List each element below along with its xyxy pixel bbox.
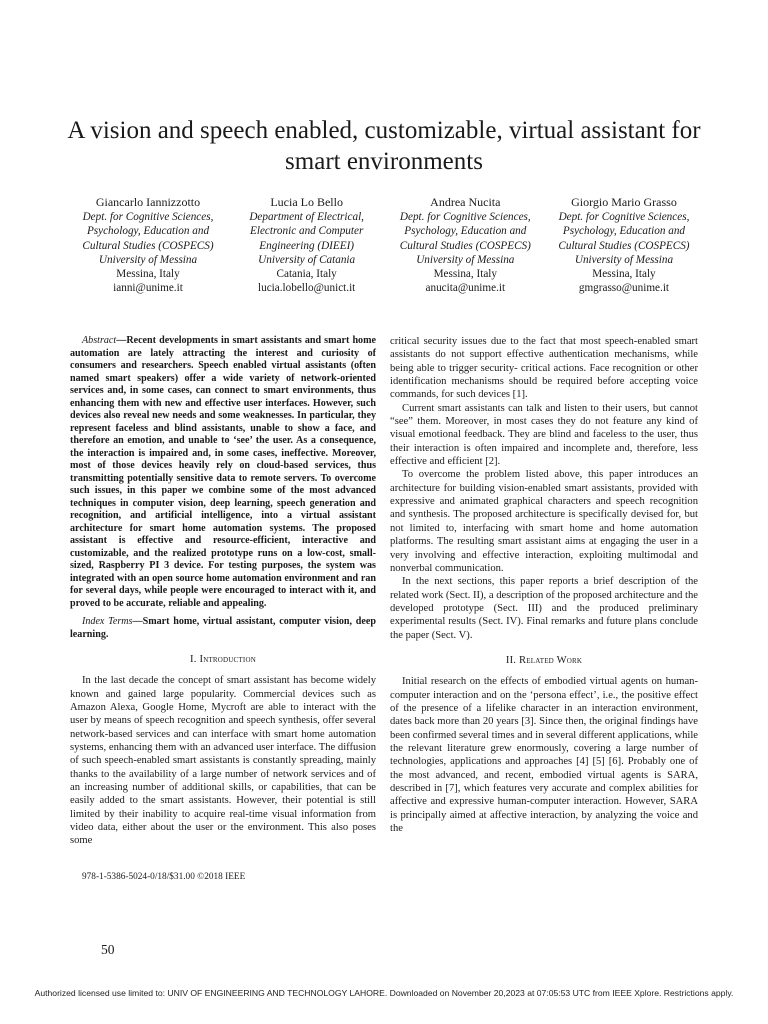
abstract-label: Abstract	[82, 335, 117, 346]
right-column	[390, 335, 698, 835]
author-affiliation: Dept. for Cognitive Sciences, Psychology, Education and Cultural Studies (COSPECS)	[399, 211, 531, 252]
author-1	[72, 195, 224, 295]
license-footer: Authorized licensed use limited to: UNIV OF ENGINEERING AND TECHNOLOGY LAHORE. Downloaded on November 20,2023 at 07:05:53 UTC from IEEE Xplore. Restrictions apply.	[34, 988, 734, 998]
author-email: gmgrasso@unime.it	[578, 282, 670, 295]
author-location: Messina, Italy	[592, 268, 656, 281]
related-paragraph-1: Initial research on the effects of embodied virtual agents on human-computer interaction and on the ‘persona effect’, i.e., the positive effect of the presence of a lifelike character in an interaction environment, dates back more than 20 years [3]. Since then, the original findings have been confirmed several times and in several different applications, while the relevant literature grew enormously, covering a large number of technologies, applications and approaches [4] [5] [6]. Probably one of the most advanced, and recent, embodied virtual agents is SARA, described in [7], which features very accurate and complex abilities for affective and expressive human-computer interaction. However, SARA is principally aimed at affective interaction, by analyzing the voice and the	[390, 676, 698, 835]
section-number: I.	[190, 654, 197, 665]
intro-paragraph-2: Current smart assistants can talk and listen to their users, but cannot “see” them. Moreover, in most cases they do not feature any kind of visual emotional feedback. They are blind and faceless to the user, thus their interaction is often impaired and incomplete and, therefore, less effective and efficient [2].	[390, 402, 698, 468]
author-name: Lucia Lo Bello	[270, 195, 343, 209]
author-email: lucia.lobello@unict.it	[258, 282, 356, 295]
author-affiliation: Department of Electrical, Electronic and Computer Engineering (DIEEI)	[249, 211, 364, 252]
intro-paragraph-3: To overcome the problem listed above, this paper introduces an architecture for building vision-enabled smart assistants, provided with expressive and animated graphical characters and speech recognition and synthesis. The proposed architecture is specifically devised for, but not limited to, interfacing with smart home and home automation platforms. The resulting smart assistant aims at engaging the user in a very involving and effective interaction, exploiting multimodal and nonverbal communication.	[390, 469, 698, 574]
section-number: II.	[505, 654, 517, 666]
intro-paragraph-4: In the next sections, this paper reports a brief description of the related work (Sect. II), a description of the proposed architecture and the developed prototype (Sect. III) and the produced preliminary experimental results (Sect. IV). Final remarks and future plans conclude the paper (Sect. V).	[390, 576, 698, 641]
section-heading-related-work	[390, 654, 698, 667]
paper-title: A vision and speech enabled, customizable, virtual assistant for smart environments	[67, 117, 701, 175]
abstract	[70, 335, 376, 610]
author-university: University of Messina	[416, 253, 515, 266]
abstract-text: —Recent developments in smart assistants and smart home automation are lately attracting the interest and curiosity of consumers and researchers. Speech enabled virtual assistants (often named smart speakers) offer a wide variety of network-oriented services and, in some cases, can connect to smart environments, thus enhancing them with new and effective user interfaces. However, such devices also reveal new needs and some weaknesses. In particular, they represent faceless and blind assistants, unable to show a face, and therefore an emotion, and unable to ‘see’ the user. As a consequence, the interaction is impaired and, in some cases, ineffective. Moreover, most of those devices heavily rely on cloud-based services, thus transmitting potentially sensitive data to remote servers. To overcome such issues, in this paper we combine some of the most advanced techniques in computer vision, deep learning, speech generation and recognition, and artificial intelligence, into a virtual assistant architecture for smart home automation systems. The proposed assistant is effective and resource-efficient, interactive and customizable, and the realized prototype runs on a low-cost, small-sized, Raspberry PI 3 device. For testing purposes, the system was integrated with an open source home automation environment and ran for several days, while people were encouraged to interact with it, and proved to be accurate, reliable and appealing.	[70, 335, 376, 609]
author-university: University of Messina	[98, 253, 198, 266]
author-3	[389, 195, 541, 295]
author-affiliation: Dept. for Cognitive Sciences, Psychology, Education and Cultural Studies (COSPECS)	[82, 211, 214, 252]
author-location: Messina, Italy	[433, 268, 497, 281]
index-terms-label: Index Terms	[82, 616, 133, 627]
index-terms	[70, 616, 376, 641]
author-location: Catania, Italy	[276, 268, 337, 281]
page-number: 50	[101, 942, 115, 957]
section-heading-introduction	[70, 653, 376, 666]
author-2	[231, 195, 383, 295]
intro-paragraph-1-continued: critical security issues due to the fact that most speech-enabled smart assistants do not support effective authentication mechanisms, while being able to trigger security- critical actions. Face recognition or other identification mechanisms should be required before accepting voice commands, for such devices [1].	[390, 336, 698, 401]
author-name: Giancarlo Iannizzotto	[95, 195, 201, 209]
author-university: University of Messina	[574, 253, 674, 266]
intro-paragraph-1: In the last decade the concept of smart assistant has become widely known and gained large popularity. Commercial devices such as Amazon Alexa, Google Home, Mycroft are able to interact with the user by means of speech recognition and speech synthesis, offer several network-based services and can interface with smart home automation systems, enhancing them with an advanced user interface. The diffusion of such speech-enabled smart assistants is constantly spreading, mainly thanks to the availability of a large number of network services and of an increasing number of additional skills, or capabilities, that can be easily added to the smart assistants. However, their potential is still limited by their inability to acquire real-time visual information from video data, either about the user or the environment. This also poses some	[70, 675, 376, 847]
section-title: Related Work	[519, 654, 583, 666]
author-4	[548, 195, 700, 295]
left-column	[70, 335, 376, 848]
author-name: Giorgio Mario Grasso	[571, 195, 677, 209]
index-terms-text: —Smart home, virtual assistant, computer vision, deep learning.	[70, 616, 376, 640]
author-name: Andrea Nucita	[430, 195, 501, 209]
author-affiliation: Dept. for Cognitive Sciences, Psychology, Education and Cultural Studies (COSPECS)	[558, 211, 690, 252]
copyright-notice: 978-1-5386-5024-0/18/$31.00 ©2018 IEEE	[82, 872, 246, 882]
author-location: Messina, Italy	[116, 268, 180, 281]
author-email: ianni@unime.it	[113, 282, 183, 295]
author-block	[72, 195, 700, 295]
author-email: anucita@unime.it	[425, 282, 506, 295]
section-title: Introduction	[199, 654, 256, 665]
author-university: University of Catania	[258, 253, 356, 266]
